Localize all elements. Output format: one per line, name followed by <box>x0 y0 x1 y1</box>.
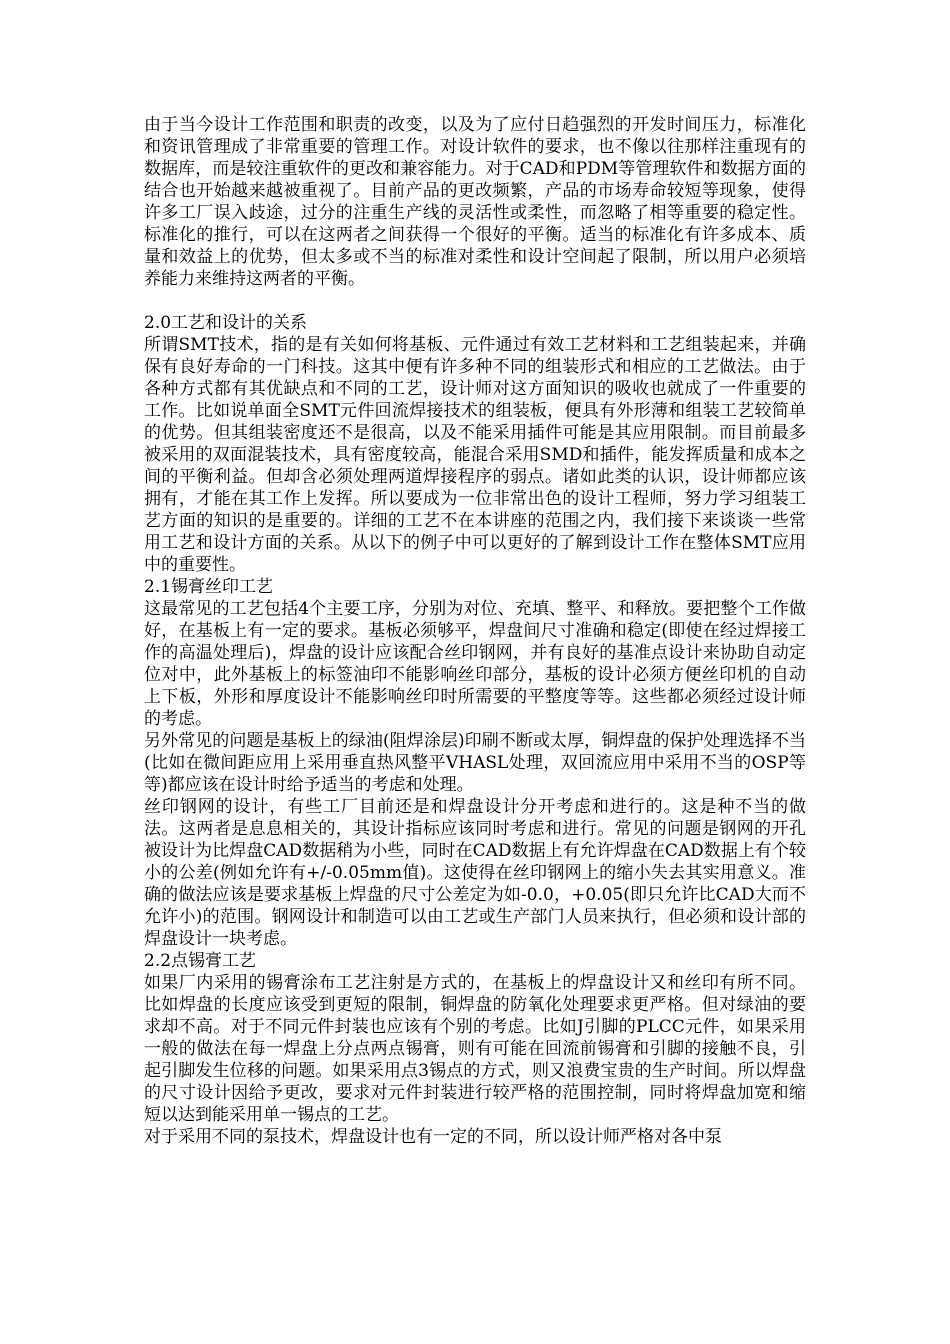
document-page <box>144 114 806 1148</box>
intro-paragraph: 由于当今设计工作范围和职责的改变，以及为了应付日趋强烈的开发时间压力，标准化和资讯管理成了非常重要的管理工作。对设计软件的要求，也不像以往那样注重现有的数据库，而是较注重软件的更改和兼容能力。对于CAD和PDM等管理软件和数据方面的结合也开始越来越被重视了。目前产品的更改频繁，产品的市场寿命较短等现象，使得许多工厂误入歧途，过分的注重生产线的灵活性或柔性，而忽略了相等重要的稳定性。标准化的推行，可以在这两者之间获得一个很好的平衡。适当的标准化有许多成本、质量和效益上的优势，但太多或不当的标准对柔性和设计空间起了限制，所以用户必须培养能力来维持这两者的平衡。 <box>144 115 806 289</box>
paragraph-spacer <box>144 290 806 312</box>
section-2-1-paragraph-2: 另外常见的问题是基板上的绿油(阻焊涂层)印刷不断或太厚，铜焊盘的保护处理选择不当(比如在微间距应用上采用垂直热风整平VHASL处理，双回流应用中采用不当的OSP等等)都应该在设计时给予适当的考虑和处理。 <box>144 731 806 795</box>
section-heading-2-2: 2.2点锡膏工艺 <box>144 951 257 971</box>
section-2-2-paragraph-2: 对于采用不同的泵技术，焊盘设计也有一定的不同，所以设计师严格对各中泵 <box>144 1127 722 1147</box>
section-2-2-paragraph-1: 如果厂内采用的锡膏涂布工艺注射是方式的，在基板上的焊盘设计又和丝印有所不同。比如焊盘的长度应该受到更短的限制，铜焊盘的防氧化处理要求更严格。但对绿油的要求却不高。对于不同元件封装也应该有个别的考虑。比如J引脚的PLCC元件，如果采用一般的做法在每一焊盘上分点两点锡膏，则有可能在回流前锡膏和引脚的接触不良，引起引脚发生位移的问题。如果采用点3锡点的方式，则又浪费宝贵的生产时间。所以焊盘的尺寸设计因给予更改，要求对元件封装进行较严格的范围控制，同时将焊盘加宽和缩短以达到能采用单一锡点的工艺。 <box>144 973 806 1125</box>
section-2-0-paragraph: 所谓SMT技术，指的是有关如何将基板、元件通过有效工艺材料和工艺组装起来，并确保有良好寿命的一门科技。这其中便有许多种不同的组装形式和相应的工艺做法。由于各种方式都有其优缺点和不同的工艺，设计师对这方面知识的吸收也就成了一件重要的工作。比如说单面全SMT元件回流焊接技术的组装板，便具有外形薄和组装工艺较简单的优势。但其组装密度还不是很高，以及不能采用插件可能是其应用限制。而目前最多被采用的双面混装技术，具有密度较高，能混合采用SMD和插件，能发挥质量和成本之间的平衡利益。但却含必须处理两道焊接程序的弱点。诸如此类的认识，设计师都应该拥有，才能在其工作上发挥。所以要成为一位非常出色的设计工程师，努力学习组装工艺方面的知识的是重要的。详细的工艺不在本讲座的范围之内，我们接下来谈谈一些常用工艺和设计方面的关系。从以下的例子中可以更好的了解到设计工作在整体SMT应用中的重要性。 <box>144 335 806 575</box>
section-heading-2-1: 2.1锡膏丝印工艺 <box>144 577 274 597</box>
section-heading-2-0: 2.0工艺和设计的关系 <box>144 313 308 333</box>
section-2-1-paragraph-3: 丝印钢网的设计，有些工厂目前还是和焊盘设计分开考虑和进行的。这是种不当的做法。这两者是息息相关的，其设计指标应该同时考虑和进行。常见的问题是钢网的开孔被设计为比焊盘CAD数据稍为小些，同时在CAD数据上有允许焊盘在CAD数据上有个较小的公差(例如允许有+/-0.05mm值)。这使得在丝印钢网上的缩小失去其实用意义。准确的做法应该是要求基板上焊盘的尺寸公差定为如-0.0，+0.05(即只允许比CAD大而不允许小)的范围。钢网设计和制造可以由工艺或生产部门人员来执行，但必须和设计部的焊盘设计一块考虑。 <box>144 797 806 949</box>
section-2-1-paragraph-1: 这最常见的工艺包括4个主要工序，分别为对位、充填、整平、和释放。要把整个工作做好，在基板上有一定的要求。基板必须够平，焊盘间尺寸准确和稳定(即使在经过焊接工作的高温处理后)，焊盘的设计应该配合丝印钢网，并有良好的基准点设计来协助自动定位对中，此外基板上的标签油印不能影响丝印部分，基板的设计必须方便丝印机的自动上下板，外形和厚度设计不能影响丝印时所需要的平整度等等。这些都必须经过设计师的考虑。 <box>144 599 806 729</box>
